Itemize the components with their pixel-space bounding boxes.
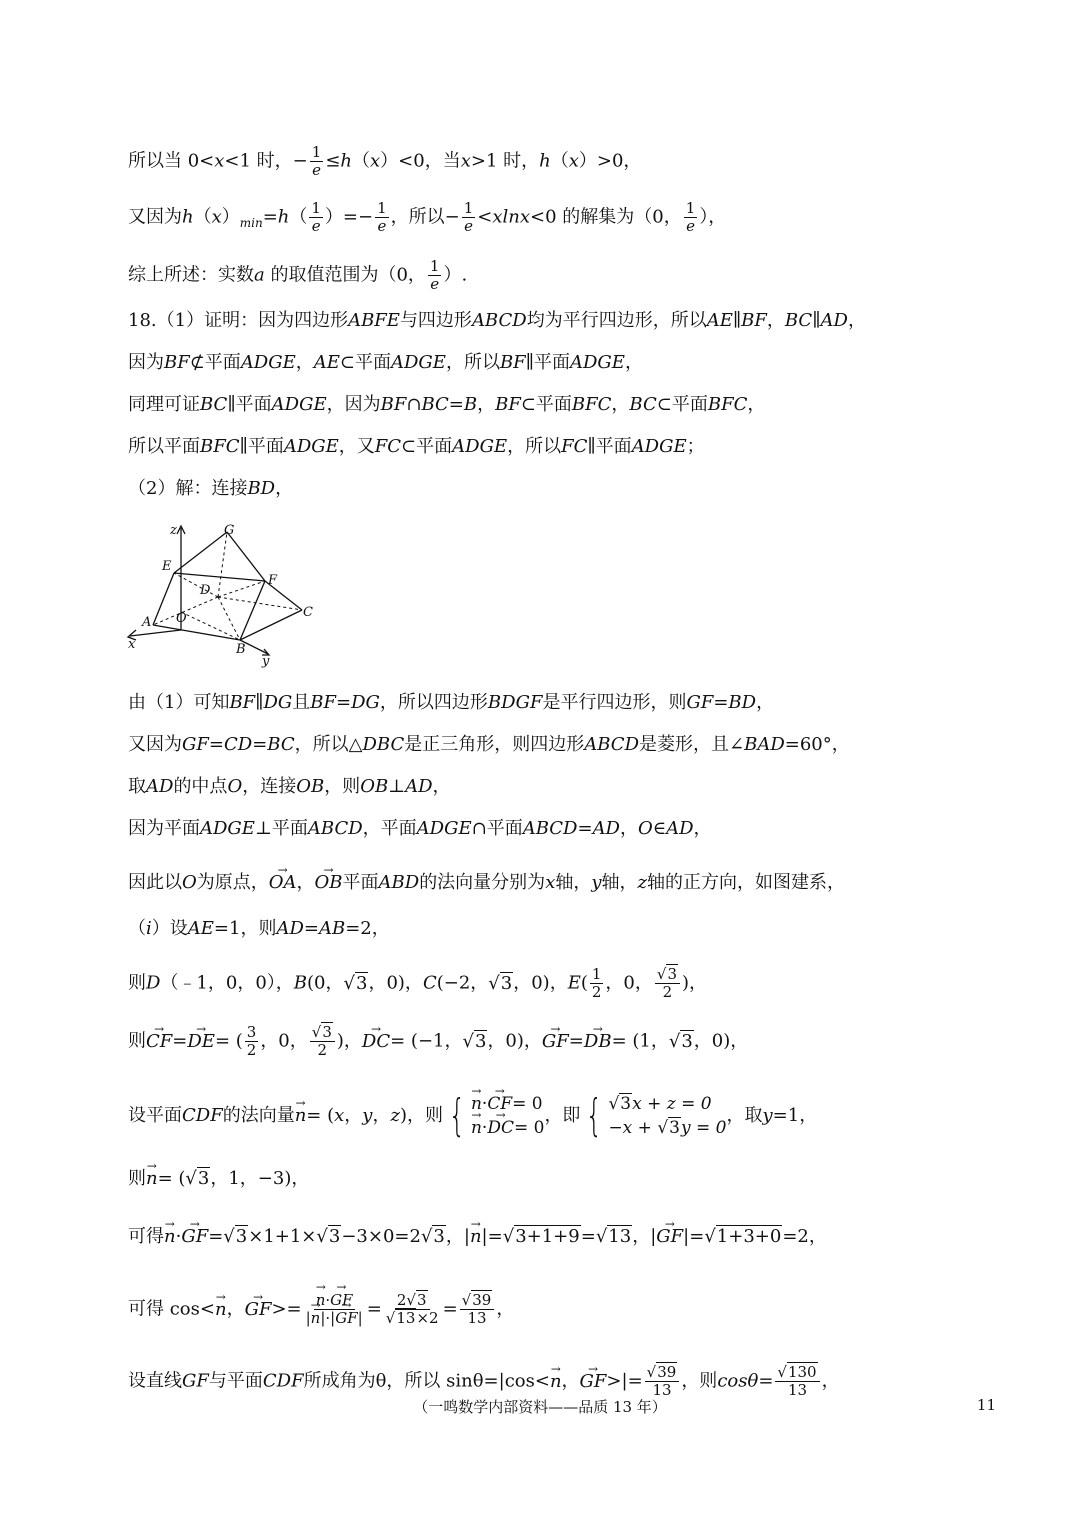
edge-DF — [218, 581, 265, 597]
text-line-10: 又因为GF=CD=BC，所以△DBC是正三角形，则四边形ABCD是菱形，且∠BAD=60°， — [128, 734, 850, 755]
text-line-5: 因为BF⊄平面ADGE，AE⊂平面ADGE，所以BF∥平面ADGE， — [128, 352, 643, 373]
label-x: x — [128, 637, 136, 652]
text-line-20: 可得 cos<→ n，→ GF>= → $\frac{n\cdot\to GF}{|\to n|\cdot|\to GF|}$ = $\frac{2√3}{√13\times 2}$ = $\frac{√39}{13}$ ， — [128, 1292, 514, 1327]
edge-FB — [240, 581, 265, 640]
fraction-1-over-e: $\frac{1}{e}$ — [311, 143, 322, 179]
text-line-2: 又因为$h(x)_{min}=h$（ $\frac{1}{e}$ ）=− $\frac{1}{e}$ ，所以− $\frac{1}{e}$ <xlnx<0 的解集为（0， $\frac{1}{e}$ ）， — [128, 199, 727, 235]
label-A: A — [142, 615, 152, 630]
edge-DG — [218, 532, 227, 597]
text-line-15: 则D（﹣1，0，0），B(0，√3，0)，C(−2，√3，0)，E( $\frac{1}{2}$ ，0， $\frac{√3}{2}$ )， — [128, 965, 708, 1001]
fraction-1-over-e: $\frac{1}{e}$ — [311, 199, 321, 235]
equation-system-1: { → n·→ CF= 0 → n·→ DC= 0 — [443, 1092, 544, 1140]
edge-BC — [240, 610, 302, 640]
text-line-12: 因为平面ADGE⊥平面ABCD，平面ADGE∩平面ABCD=AD，O∈AD， — [128, 818, 712, 839]
text-line-9: 由（1）可知BF∥DG且BF=DG，所以四边形BDGF是平行四边形，则GF=BD， — [128, 692, 775, 713]
text-line-21: 设直线GF与平面CDF所成角为θ，所以 sinθ=|cos<→ n，→ GF>|= $\frac{√39}{13}$ ，则cosθ= $\frac{√130}{13}$ ， — [128, 1364, 840, 1399]
edge-EF — [174, 573, 265, 581]
label-O: O — [176, 611, 187, 626]
text-line-6: 同理可证BC∥平面ADGE，因为BF∩BC=B，BF⊂平面BFC，BC⊂平面BFC， — [128, 394, 766, 415]
x-axis-line — [130, 630, 181, 636]
edge-GF — [227, 532, 265, 581]
edge-DC — [218, 597, 302, 610]
label-D: D — [200, 583, 211, 598]
geometry-figure — [120, 518, 330, 670]
text-line-13: 因此以O为原点，→ OA，→ OB平面ABD的法向量分别为x轴，y轴，z轴的正方向，如图建系， — [128, 870, 845, 896]
page-footer: （一鸣数学内部资料——品质 13 年） — [413, 1398, 667, 1416]
fraction-1-over-e: $\frac{1}{e}$ — [377, 199, 387, 235]
label-z: z — [170, 523, 177, 538]
edge-EG — [174, 532, 227, 573]
page-number: 11 — [976, 1396, 996, 1414]
edge-OB — [181, 612, 240, 640]
label-F: F — [268, 573, 278, 588]
label-E: E — [162, 559, 172, 574]
edge-DB — [218, 597, 240, 640]
text-line-3: 综上所述：实数a 的取值范围为（0， $\frac{1}{e}$ ）. — [128, 257, 468, 293]
text-line-16: 则→ CF=→ DE= ( $\frac{3}{2}$ ，0， $\frac{√3}{2}$ )，→ DC= (−1，√3，0)，→ GF=→ DB= (1，√3，0)， — [128, 1024, 748, 1059]
fraction-1-over-e: $\frac{1}{e}$ — [429, 257, 440, 293]
edge-EA — [153, 573, 174, 625]
text-line-4: 18.（1）证明：因为四边形ABFE与四边形ABCD均为平行四边形，所以AE∥BF，BC∥AD， — [128, 310, 866, 331]
label-C: C — [303, 605, 313, 620]
equation-system-2: { √3x + z = 0 −x + √3y = 0 — [586, 1090, 727, 1141]
text-line-18: 则→ n= (√3，1，−3)， — [128, 1166, 309, 1192]
label-G: G — [224, 523, 235, 538]
fraction-cos-formula: → $\frac{n\cdot\to GF}{|\to n|\cdot|\to GF|}$ — [304, 1292, 365, 1327]
text-line-7: 所以平面BFC∥平面ADGE，又FC⊂平面ADGE，所以FC∥平面ADGE； — [128, 436, 705, 457]
edge-AB — [153, 625, 240, 640]
text-line-14: （i）设AE=1，则AD=AB=2， — [128, 918, 390, 939]
text-line-1: 所以当 0<x<1 时，− $\frac{1}{e}$ ≤h（x）<0，当x>1 时，h（x）>0， — [128, 143, 642, 179]
text-line-8: （2）解：连接BD， — [128, 478, 294, 499]
text-line-19: 可得→ n·→ GF=√3×1+1×√3−3×0=2√3，|→ n|=√3+1+9=√13，|→ GF|=√1+3+0=2， — [128, 1224, 827, 1250]
label-B: B — [236, 642, 246, 657]
text-line-17: 设平面CDF的法向量→ n= (x，y，z)，则 { → n·→ CF= 0 → n·→ DC= 0 ，即 { √3x + z = 0 −x + √3y = 0 ，取y=1， — [128, 1092, 817, 1140]
fraction-1-over-e: $\frac{1}{e}$ — [463, 199, 474, 235]
label-y: y — [262, 654, 270, 669]
text-line-11: 取AD的中点O，连接OB，则OB⊥AD， — [128, 776, 451, 797]
fraction-1-over-e: $\frac{1}{e}$ — [685, 199, 696, 235]
